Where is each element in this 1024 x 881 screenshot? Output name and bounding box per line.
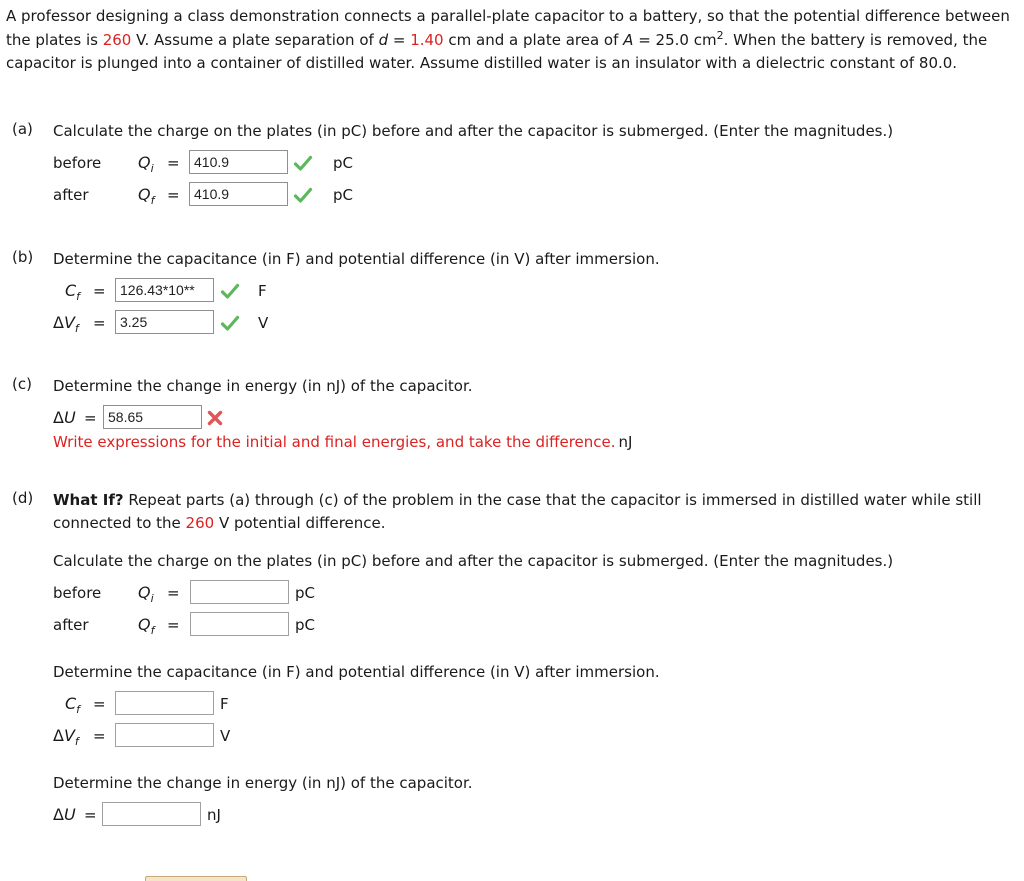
- unit-label: nJ: [207, 806, 221, 824]
- q-f-symbol: $Q_f$: [138, 185, 155, 207]
- problem-text-4: cm and a plate area of: [443, 30, 624, 49]
- part-b-row-capacitance: [0, 278, 300, 304]
- unit-label: nJ: [618, 433, 633, 451]
- part-a-instruction: Calculate the charge on the plates (in pC) before and after the capacitor is submerged. (Enter the magnitudes.): [53, 122, 894, 140]
- part-b-instruction: Determine the capacitance (in F) and potential difference (in V) after immersion.: [53, 250, 660, 268]
- equals-sign: =: [93, 695, 106, 713]
- unit-label: pC: [295, 584, 315, 602]
- unit-label: V: [220, 727, 231, 745]
- problem-text-5: = 25.0 cm: [633, 30, 717, 49]
- problem-statement: [6, 5, 1022, 76]
- answer-input-delta-vf[interactable]: 3.25: [115, 310, 214, 334]
- part-d-charge-instruction: Calculate the charge on the plates (in pC) before and after the capacitor is submerged. (Enter the magnitudes.): [53, 552, 894, 570]
- check-icon: [220, 281, 240, 301]
- feedback-message: [53, 433, 632, 451]
- equals-sign: =: [167, 584, 180, 602]
- part-c-row-energy: [0, 405, 300, 431]
- delta-u-symbol: ΔU: [53, 805, 76, 824]
- part-b-label: (b): [12, 248, 34, 266]
- answer-input-d-cf[interactable]: [115, 691, 214, 715]
- part-a-row-before: [0, 150, 400, 176]
- q-f-symbol: $Q_f$: [138, 615, 155, 637]
- part-d-intro: [53, 489, 1013, 535]
- unit-label: pC: [333, 154, 353, 172]
- q-i-symbol: $Q_i$: [138, 583, 154, 605]
- problem-text-1: A professor designing a class demonstration connects a parallel-plate capacitor to a battery, so that the potential difference between the plates is: [6, 7, 1010, 49]
- part-a-label: (a): [12, 120, 33, 138]
- equals-sign: =: [167, 186, 180, 204]
- equals-sign: =: [93, 727, 106, 745]
- problem-text-3: =: [388, 30, 411, 49]
- a-symbol: A: [623, 30, 634, 49]
- voltage-value: 260: [102, 30, 132, 49]
- row-label: before: [53, 154, 102, 172]
- feedback-text: Write expressions for the initial and final energies, and take the difference.: [53, 433, 616, 451]
- equals-sign: =: [84, 806, 97, 824]
- part-d-text-1: Repeat parts (a) through (c) of the problem in the case that the capacitor is immersed in distilled water while still connected to the: [53, 491, 982, 532]
- answer-input-qf[interactable]: 410.9: [189, 182, 288, 206]
- row-label: before: [53, 584, 102, 602]
- part-d-row-after: [0, 612, 400, 638]
- d-symbol: d: [378, 30, 389, 49]
- answer-input-d-qi[interactable]: [190, 580, 289, 604]
- answer-input-cf[interactable]: 126.43*10**: [115, 278, 214, 302]
- need-help-button[interactable]: [145, 876, 247, 881]
- check-icon: [220, 313, 240, 333]
- voltage-value: 260: [185, 514, 215, 532]
- equals-sign: =: [93, 314, 106, 332]
- part-c-label: (c): [12, 375, 32, 393]
- part-d-energy-instruction: Determine the change in energy (in nJ) of the capacitor.: [53, 774, 473, 792]
- delta-u-symbol: ΔU: [53, 408, 76, 427]
- unit-label: pC: [295, 616, 315, 634]
- c-f-symbol: $C_f$: [65, 694, 81, 716]
- row-label: after: [53, 616, 89, 634]
- answer-input-delta-u[interactable]: 58.65: [103, 405, 202, 429]
- equals-sign: =: [167, 154, 180, 172]
- unit-label: pC: [333, 186, 353, 204]
- answer-input-qi[interactable]: 410.9: [189, 150, 288, 174]
- answer-input-d-qf[interactable]: [190, 612, 289, 636]
- part-d-row-capacitance: [0, 691, 300, 717]
- equals-sign: =: [84, 409, 97, 427]
- delta-v-f-symbol: $\Delta V_f$: [53, 313, 79, 335]
- answer-input-d-delta-vf[interactable]: [115, 723, 214, 747]
- part-d-label: (d): [12, 489, 34, 507]
- unit-label: V: [258, 314, 269, 332]
- part-d-text-2: V potential difference.: [214, 514, 386, 532]
- check-icon: [293, 153, 313, 173]
- answer-input-d-delta-u[interactable]: [102, 802, 201, 826]
- problem-text-6: . When the battery is removed, the capacitor is plunged into a container of distilled water. Assume distilled water is an insulator with a dielectric constant of 80.0.: [6, 30, 988, 72]
- unit-label: F: [220, 695, 229, 713]
- what-if-heading: What If?: [53, 491, 124, 509]
- row-label: after: [53, 186, 89, 204]
- cross-icon: [205, 408, 225, 428]
- separation-value: 1.40: [410, 30, 444, 49]
- part-d-row-voltage: [0, 723, 300, 749]
- superscript-2: 2: [716, 28, 724, 42]
- equals-sign: =: [167, 616, 180, 634]
- part-b-row-voltage: [0, 310, 300, 336]
- part-a-row-after: [0, 182, 400, 208]
- part-d-row-before: [0, 580, 400, 606]
- equals-sign: =: [93, 282, 106, 300]
- delta-v-f-symbol: $\Delta V_f$: [53, 726, 79, 748]
- check-icon: [293, 185, 313, 205]
- problem-text-2: V. Assume a plate separation of: [131, 30, 379, 49]
- part-c-instruction: Determine the change in energy (in nJ) of the capacitor.: [53, 377, 473, 395]
- unit-label: F: [258, 282, 267, 300]
- part-d-cap-instruction: Determine the capacitance (in F) and potential difference (in V) after immersion.: [53, 663, 660, 681]
- part-d-row-energy: [0, 802, 300, 828]
- c-f-symbol: $C_f$: [65, 281, 81, 303]
- q-i-symbol: $Q_i$: [138, 153, 154, 175]
